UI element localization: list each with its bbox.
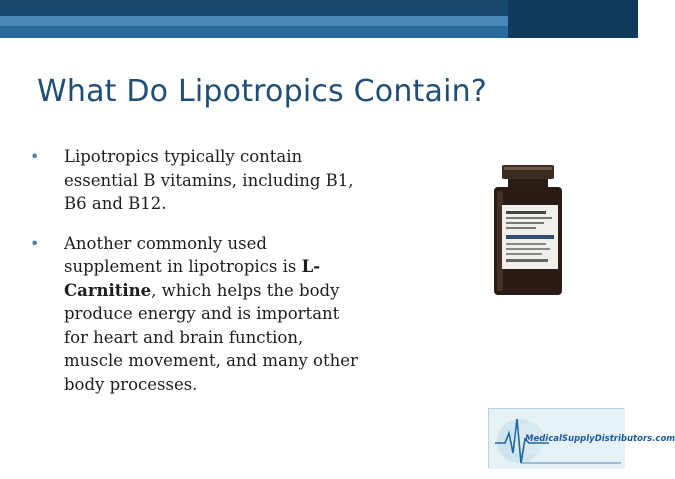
bullet-text-bold: L-Carnitine	[64, 257, 321, 300]
company-logo	[488, 408, 675, 468]
bullet-text-pre: Another commonly used supplement in lipotropics is	[64, 233, 302, 276]
bullet-dot-icon: •	[30, 233, 40, 253]
slide-title: What Do Lipotropics Contain?	[37, 74, 487, 109]
bullet-item	[30, 232, 360, 397]
bullet-list	[30, 145, 360, 412]
bullet-item	[30, 145, 360, 216]
header-stripe-light	[0, 16, 520, 26]
bullet-text-post: , which helps the body produce energy and is important for heart and brain function, muscle movement, and many other body processes.	[64, 280, 358, 394]
bullet-text: Lipotropics typically contain essential B vitamins, including B1, B6 and B12.	[64, 147, 354, 213]
header-right-block	[508, 0, 638, 38]
bullet-dot-icon: •	[30, 147, 40, 166]
header-band	[0, 0, 638, 38]
vial-image	[484, 161, 572, 301]
logo-text: MedicalSupplyDistributors.com	[525, 434, 675, 444]
